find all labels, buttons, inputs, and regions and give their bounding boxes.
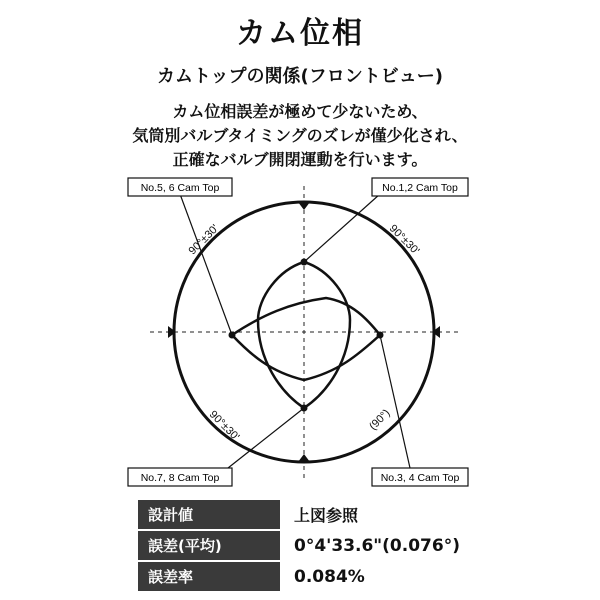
svg-text:No.5, 6 Cam Top: No.5, 6 Cam Top [140,182,220,194]
description [0,100,600,172]
angle-label-upper-right: 90°±30' [386,222,422,258]
leader-line-top-right [304,194,380,262]
arrow-mark-top [298,202,310,210]
cam-lobe-horizontal [232,298,380,380]
description-line: 正確なバルブ開閉運動を行います。 [172,150,428,169]
cam-phase-diagram [0,170,600,490]
crosshair [150,186,458,480]
label-bottom-left [128,468,232,486]
page-subtitle: カムトップの関係(フロントビュー) [157,66,443,87]
page-title: カム位相 [236,16,364,51]
spec-row [138,530,468,561]
leader-line-bottom-left [228,408,304,468]
label-top-right [372,178,468,196]
description-line: カム位相誤差が極めて少ないため、 [172,102,428,121]
label-bottom-right [372,468,468,486]
svg-text:No.1,2 Cam Top: No.1,2 Cam Top [382,182,458,194]
spec-table [138,500,468,593]
spec-row [138,500,468,530]
angle-label-lower-left: 90°±30' [206,408,242,444]
spec-value: 上図参照 [280,500,468,530]
spec-value: 0.084% [280,561,468,592]
label-top-left [128,178,232,196]
spec-row [138,561,468,592]
angle-label-lower-right: (90°) [367,407,393,433]
spec-value: 0°4'33.6"(0.076°) [280,530,468,561]
angle-label-upper-left: 90°±30' [186,222,222,258]
svg-text:No.3, 4 Cam Top: No.3, 4 Cam Top [380,472,460,484]
spec-label: 誤差(平均) [138,530,280,561]
arrow-mark-bottom [298,454,310,462]
description-line: 気筒別バルブタイミングのズレが僅少化され、 [132,126,468,145]
spec-label: 設計値 [138,500,280,530]
leader-line-bottom-right [380,335,410,468]
svg-text:No.7, 8 Cam Top: No.7, 8 Cam Top [140,472,220,484]
spec-label: 誤差率 [138,561,280,592]
leader-line-top-left [180,194,232,335]
